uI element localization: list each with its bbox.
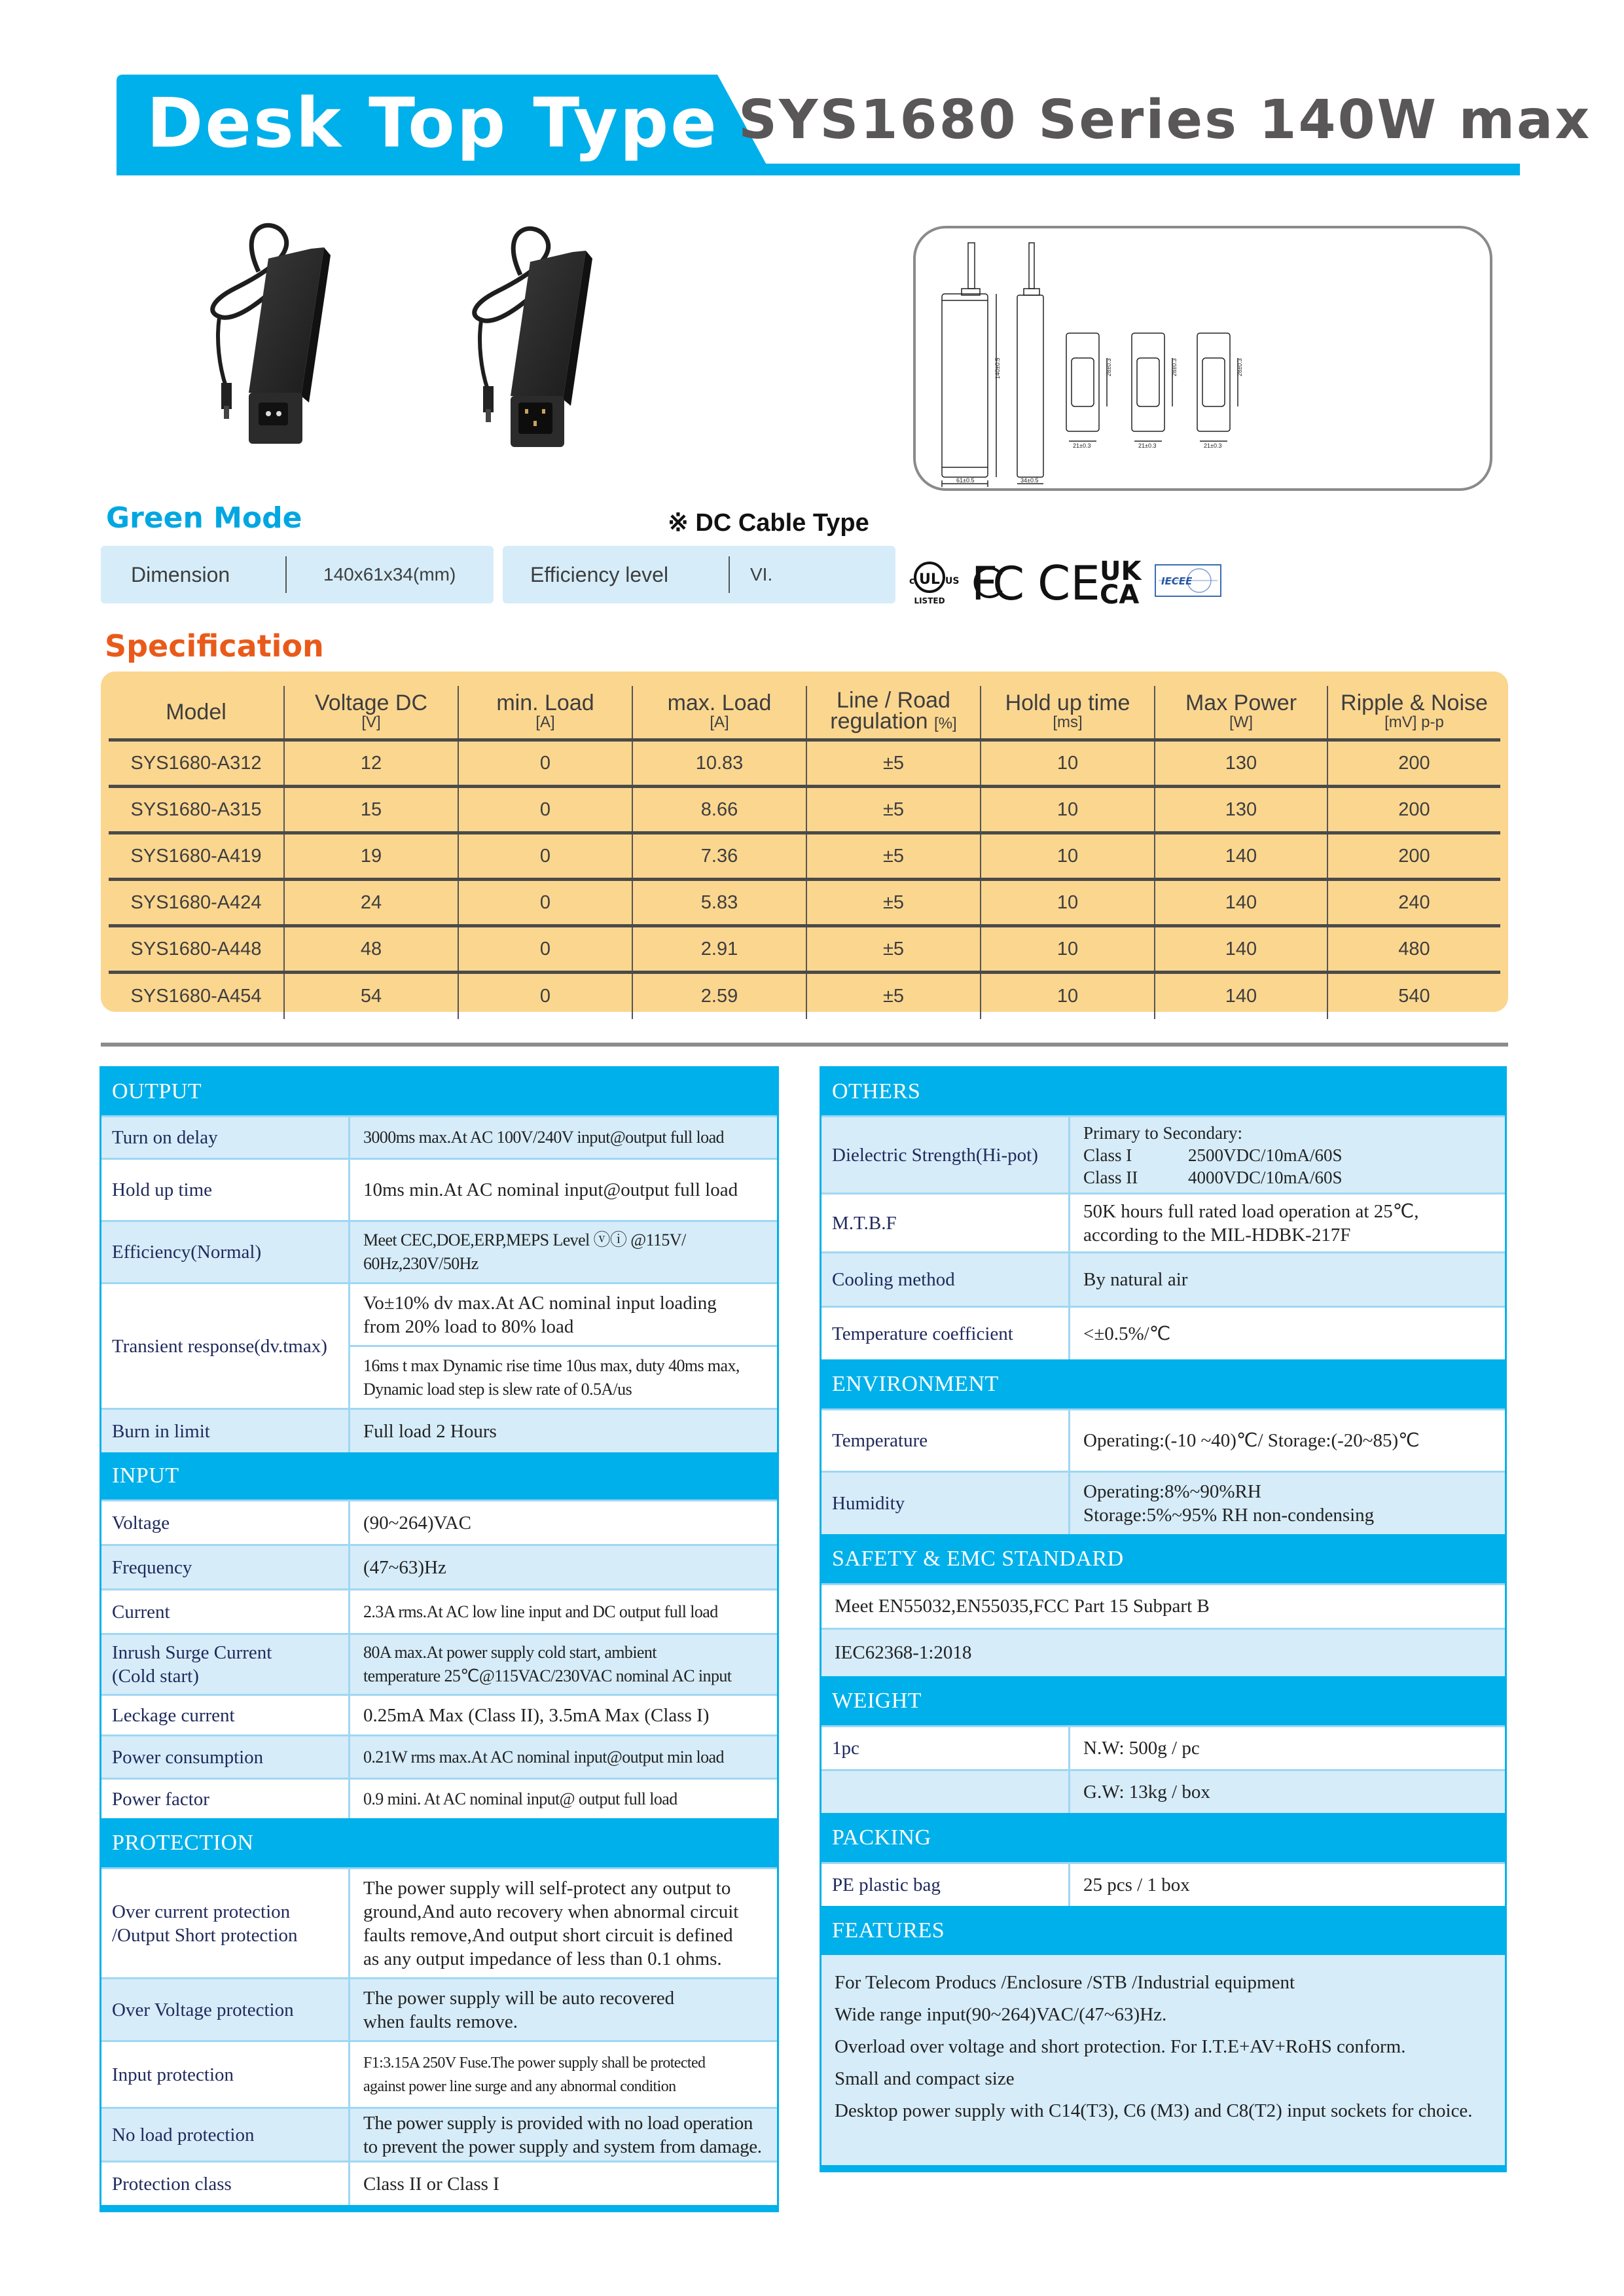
row-value: Operating:(-10 ~40)℃/ Storage:(-20~85)℃ bbox=[1083, 1430, 1420, 1451]
spec-cell: 130 bbox=[1155, 787, 1327, 833]
ul-listed-logo bbox=[909, 563, 959, 605]
row-value: Class II or Class I bbox=[363, 2173, 499, 2195]
features-list bbox=[821, 1955, 1505, 2165]
spec-cell: 130 bbox=[1155, 740, 1327, 787]
feature-item: Wide range input(90~264)VAC/(47~63)Hz. bbox=[835, 2004, 1167, 2025]
output-header: OUTPUT bbox=[101, 1068, 777, 1115]
table-row bbox=[101, 1158, 777, 1220]
series-title: SYS1680 Series 140W max bbox=[738, 89, 1592, 151]
front-width-dim: 61±0.5 bbox=[956, 477, 975, 484]
row-value: F1:3.15A 250V Fuse.The power supply shall be protected against power line surge and any abnormal condition bbox=[363, 2054, 706, 2095]
svg-text:CE: CE bbox=[1038, 556, 1100, 611]
input-header: INPUT bbox=[101, 1452, 777, 1499]
row-label: Hold up time bbox=[101, 1160, 350, 1220]
spec-cell: 240 bbox=[1327, 880, 1500, 926]
svg-text:CA: CA bbox=[1100, 580, 1140, 610]
svg-text:FC: FC bbox=[971, 557, 1020, 611]
row-label: Over current protection /Output Short protection bbox=[101, 1869, 350, 1977]
row-label: Temperature bbox=[821, 1410, 1070, 1471]
svg-text:LISTED: LISTED bbox=[914, 596, 945, 605]
row-label: Burn in limit bbox=[101, 1410, 350, 1452]
row-label: Frequency bbox=[101, 1546, 350, 1588]
table-row bbox=[821, 1251, 1505, 1306]
model-cell: SYS1680-A454 bbox=[130, 985, 262, 1007]
row-value: The power supply will self-protect any output to ground,And auto recovery when abnormal circuit faults remove,And output short circuit is defined as any output impedance of less than 0.1 ohms. bbox=[363, 1877, 739, 1969]
feature-item: Desktop power supply with C14(T3), C6 (M3) and C8(T2) input sockets for choice. bbox=[835, 2100, 1473, 2121]
model-cell: SYS1680-A424 bbox=[109, 880, 284, 926]
row-value: Vo±10% dv max.At AC nominal input loading from 20% load to 80% load bbox=[363, 1292, 717, 1337]
row-label: Voltage bbox=[101, 1501, 350, 1544]
table-row bbox=[821, 1862, 1505, 1906]
title-banner bbox=[117, 75, 1592, 175]
table-row bbox=[101, 1778, 777, 1818]
row-label: PE plastic bag bbox=[821, 1864, 1070, 1906]
dimension-drawing bbox=[913, 226, 1492, 491]
spec-cell: ±5 bbox=[806, 787, 981, 833]
dimension-value: 140x61x34(mm) bbox=[323, 564, 456, 584]
model-cell: SYS1680-A315 bbox=[109, 787, 284, 833]
table-row bbox=[101, 1220, 777, 1282]
front-height-dim: 140±0.5 bbox=[994, 357, 1001, 379]
spec-cell: ±5 bbox=[806, 926, 981, 973]
safety-line: Meet EN55032,EN55035,FCC Part 15 Subpart B bbox=[821, 1583, 1505, 1628]
spec-cell: 10 bbox=[981, 973, 1155, 1019]
iecee-logo bbox=[1155, 565, 1221, 596]
table-row bbox=[821, 1471, 1505, 1534]
row-value: Operating:8%~90%RH Storage:5%~95% RH non-condensing bbox=[1083, 1481, 1375, 1526]
efficiency-box bbox=[503, 546, 895, 603]
row-label: Cooling method bbox=[821, 1253, 1070, 1306]
row-value: 3000ms max.At AC 100V/240V input@output full load bbox=[363, 1128, 724, 1147]
row-label: Power consumption bbox=[101, 1736, 350, 1778]
spec-cell: 0 bbox=[458, 833, 632, 880]
feature-item: Overload over voltage and short protection. For I.T.E+AV+RoHS conform. bbox=[835, 2036, 1406, 2057]
model-cell: SYS1680-A312 bbox=[109, 740, 284, 787]
others-header: OTHERS bbox=[821, 1068, 1505, 1115]
row-value: (90~264)VAC bbox=[363, 1512, 471, 1534]
col-hold-up: Hold up time [ms] bbox=[981, 686, 1155, 740]
spec-cell: 540 bbox=[1327, 973, 1500, 1019]
row-label: Over Voltage protection bbox=[101, 1979, 350, 2040]
table-row bbox=[101, 1499, 777, 1544]
col-max-load: max. Load [A] bbox=[632, 686, 806, 740]
table-row bbox=[821, 1725, 1505, 1769]
row-value: Full load 2 Hours bbox=[363, 1420, 497, 1442]
col-model: Model bbox=[109, 686, 284, 740]
svg-text:US: US bbox=[945, 576, 960, 586]
separator bbox=[285, 556, 287, 593]
product-photos bbox=[196, 209, 851, 471]
feature-item: Small and compact size bbox=[835, 2068, 1015, 2089]
spec-row bbox=[109, 926, 1500, 973]
table-row bbox=[821, 1115, 1505, 1193]
row-value: The power supply will be auto recovered when faults remove. bbox=[363, 1987, 675, 2032]
spec-cell: 140 bbox=[1155, 833, 1327, 880]
spec-cell: 0 bbox=[458, 787, 632, 833]
row-value: (47~63)Hz bbox=[363, 1556, 446, 1578]
adapter-c14-photo bbox=[475, 228, 592, 447]
table-row bbox=[101, 2040, 777, 2107]
model-cell: SYS1680-A419 bbox=[109, 833, 284, 880]
specification-table-box bbox=[101, 672, 1508, 1012]
spec-cell: 19 bbox=[284, 833, 458, 880]
socket2-height-dim: 28±0.3 bbox=[1171, 358, 1178, 376]
row-value: G.W: 13kg / box bbox=[1083, 1782, 1210, 1803]
row-label: M.T.B.F bbox=[821, 1194, 1070, 1251]
spec-cell: 10 bbox=[981, 833, 1155, 880]
spec-cell: ±5 bbox=[806, 740, 981, 787]
spec-cell: 0 bbox=[458, 880, 632, 926]
spec-cell: 10 bbox=[981, 880, 1155, 926]
svg-text:IECEE: IECEE bbox=[1161, 575, 1193, 587]
spec-cell: 2.91 bbox=[632, 926, 806, 973]
spec-cell: 140 bbox=[1155, 973, 1327, 1019]
row-value: 50K hours full rated load operation at 25℃, according to the MIL-HDBK-217F bbox=[1083, 1200, 1419, 1246]
col-regulation: Line / Road regulation [%] bbox=[806, 686, 981, 740]
row-value: By natural air bbox=[1083, 1269, 1188, 1290]
row-label: 1pc bbox=[821, 1727, 1070, 1769]
socket2-width-dim: 21±0.3 bbox=[1138, 442, 1157, 449]
section-divider bbox=[101, 1043, 1508, 1047]
table-row bbox=[101, 1694, 777, 1734]
row-value: <±0.5%/℃ bbox=[1083, 1323, 1171, 1344]
protection-header: PROTECTION bbox=[101, 1818, 777, 1867]
row-label: Dielectric Strength(Hi-pot) bbox=[821, 1117, 1070, 1193]
row-label: Humidity bbox=[821, 1473, 1070, 1534]
table-row bbox=[101, 1408, 777, 1452]
spec-cell: 7.36 bbox=[632, 833, 806, 880]
spec-cell: 200 bbox=[1327, 740, 1500, 787]
right-spec-column bbox=[820, 1066, 1507, 2172]
row-label: Turn on delay bbox=[101, 1117, 350, 1158]
table-row bbox=[821, 1408, 1505, 1471]
environment-header: ENVIRONMENT bbox=[821, 1359, 1505, 1408]
spec-cell: 12 bbox=[284, 740, 458, 787]
spec-cell: 24 bbox=[284, 880, 458, 926]
spec-cell: 15 bbox=[284, 787, 458, 833]
table-row bbox=[101, 1115, 777, 1158]
row-label: Input protection bbox=[101, 2042, 350, 2107]
weight-header: WEIGHT bbox=[821, 1676, 1505, 1725]
model-cell: SYS1680-A448 bbox=[109, 926, 284, 973]
spec-cell: 140 bbox=[1155, 880, 1327, 926]
table-row bbox=[101, 2161, 777, 2205]
spec-cell: 200 bbox=[1327, 833, 1500, 880]
spec-cell: ±5 bbox=[806, 833, 981, 880]
col-max-power: Max Power [W] bbox=[1155, 686, 1327, 740]
row-label bbox=[821, 1771, 1070, 1813]
table-row bbox=[821, 1769, 1505, 1813]
row-label: Protection class bbox=[101, 2162, 350, 2205]
row-value: 0.25mA Max (Class II), 3.5mA Max (Class I) bbox=[363, 1704, 710, 1726]
spec-cell: 200 bbox=[1327, 787, 1500, 833]
row-value: 0.21W rms max.At AC nominal input@output min load bbox=[363, 1747, 724, 1767]
table-row bbox=[101, 1867, 777, 1977]
safety-line: IEC62368-1:2018 bbox=[821, 1628, 1505, 1676]
table-row bbox=[101, 1633, 777, 1694]
spec-row bbox=[109, 880, 1500, 926]
row-label: No load protection bbox=[101, 2109, 350, 2161]
table-bottom-bar bbox=[101, 2205, 777, 2210]
col-voltage: Voltage DC [V] bbox=[284, 686, 458, 740]
col-ripple: Ripple & Noise [mV] p-p bbox=[1327, 686, 1500, 740]
table-row bbox=[101, 1544, 777, 1588]
efficiency-label: Efficiency level bbox=[530, 562, 669, 586]
row-value: 80A max.At power supply cold start, ambient temperature 25℃@115VAC/230VAC nominal AC input bbox=[363, 1643, 732, 1685]
certification-logos bbox=[903, 543, 1296, 615]
spec-row bbox=[109, 833, 1500, 880]
spec-row bbox=[109, 973, 1500, 1019]
safety-header: SAFETY & EMC STANDARD bbox=[821, 1534, 1505, 1583]
table-row bbox=[101, 1588, 777, 1633]
spec-header-row bbox=[109, 686, 1500, 740]
adapter-c8-photo bbox=[213, 225, 331, 444]
efficiency-value: VI. bbox=[750, 564, 773, 584]
separator bbox=[729, 556, 730, 593]
spec-cell: 480 bbox=[1327, 926, 1500, 973]
dc-cable-note: ※ DC Cable Type bbox=[668, 509, 869, 537]
row-value: 0.9 mini. At AC nominal input@ output full load bbox=[363, 1789, 677, 1808]
col-min-load: min. Load [A] bbox=[458, 686, 632, 740]
row-label: Transient response(dv.tmax) bbox=[101, 1284, 350, 1408]
row-label: Power factor bbox=[101, 1780, 350, 1818]
spec-cell: 140 bbox=[1155, 926, 1327, 973]
spec-cell: 0 bbox=[458, 973, 632, 1019]
table-row bbox=[821, 1306, 1505, 1359]
spec-row bbox=[109, 740, 1500, 787]
row-value: N.W: 500g / pc bbox=[1083, 1738, 1200, 1759]
left-spec-column bbox=[99, 1066, 779, 2212]
table-row bbox=[821, 1193, 1505, 1251]
socket3-width-dim: 21±0.3 bbox=[1204, 442, 1222, 449]
svg-text:c: c bbox=[909, 576, 915, 586]
row-value: Primary to Secondary: Class I 2500VDC/10mA/60S Class II 4000VDC/10mA/60S bbox=[1083, 1122, 1343, 1187]
spec-cell: 10 bbox=[981, 740, 1155, 787]
row-value: 10ms min.At AC nominal input@output full load bbox=[363, 1179, 738, 1200]
spec-cell: 5.83 bbox=[632, 880, 806, 926]
table-bottom-bar bbox=[821, 2165, 1505, 2170]
spec-cell: 54 bbox=[284, 973, 458, 1019]
spec-cell: 0 bbox=[458, 926, 632, 973]
dimension-box bbox=[101, 546, 494, 603]
dimension-label: Dimension bbox=[131, 562, 230, 586]
row-value: 25 pcs / 1 box bbox=[1083, 1874, 1190, 1895]
packing-header: PACKING bbox=[821, 1813, 1505, 1862]
row-value: The power supply is provided with no load operation to prevent the power supply and system from damage. bbox=[363, 2112, 762, 2157]
spec-cell: ±5 bbox=[806, 880, 981, 926]
spec-cell: 10 bbox=[981, 926, 1155, 973]
product-type-title: Desk Top Type bbox=[147, 83, 719, 163]
svg-text:UK: UK bbox=[1100, 556, 1142, 586]
green-mode-title: Green Mode bbox=[106, 501, 302, 535]
table-row bbox=[101, 2107, 777, 2161]
spec-cell: 10 bbox=[981, 787, 1155, 833]
row-value: 2.3A rms.At AC low line input and DC output full load bbox=[363, 1602, 718, 1621]
spec-cell: 0 bbox=[458, 740, 632, 787]
row-label: Leckage current bbox=[101, 1696, 350, 1734]
ce-logo bbox=[1038, 556, 1100, 611]
side-width-dim: 34±0.5 bbox=[1020, 477, 1039, 484]
row-value: Meet CEC,DOE,ERP,MEPS Level ⓥⓘ @115V/ 60Hz,230V/50Hz bbox=[363, 1230, 686, 1273]
row-label: Inrush Surge Current (Cold start) bbox=[101, 1635, 350, 1694]
specification-table bbox=[109, 686, 1500, 1019]
row-label: Current bbox=[101, 1590, 350, 1633]
spec-cell: ±5 bbox=[806, 973, 981, 1019]
spec-row bbox=[109, 787, 1500, 833]
table-row bbox=[101, 1977, 777, 2040]
fcc-logo bbox=[971, 557, 1022, 611]
table-row bbox=[101, 1734, 777, 1778]
svg-text:UL: UL bbox=[919, 571, 940, 588]
row-value: 16ms t max Dynamic rise time 10us max, duty 40ms max, Dynamic load step is slew rate of 0.5A/us bbox=[350, 1345, 777, 1408]
table-row bbox=[101, 1282, 777, 1408]
spec-cell: 48 bbox=[284, 926, 458, 973]
specification-title: Specification bbox=[105, 628, 324, 664]
row-label: Temperature coefficient bbox=[821, 1308, 1070, 1359]
spec-cell: 10.83 bbox=[632, 740, 806, 787]
ukca-logo bbox=[1100, 556, 1142, 610]
socket1-width-dim: 21±0.3 bbox=[1073, 442, 1091, 449]
feature-item: For Telecom Producs /Enclosure /STB /Industrial equipment bbox=[835, 1972, 1295, 1993]
row-label: Efficiency(Normal) bbox=[101, 1222, 350, 1282]
socket3-height-dim: 28±0.3 bbox=[1236, 358, 1243, 376]
spec-cell: 2.59 bbox=[632, 973, 806, 1019]
socket1-height-dim: 28±0.3 bbox=[1106, 358, 1112, 376]
spec-cell: 8.66 bbox=[632, 787, 806, 833]
technical-drawing bbox=[916, 228, 1490, 488]
features-header: FEATURES bbox=[821, 1906, 1505, 1955]
